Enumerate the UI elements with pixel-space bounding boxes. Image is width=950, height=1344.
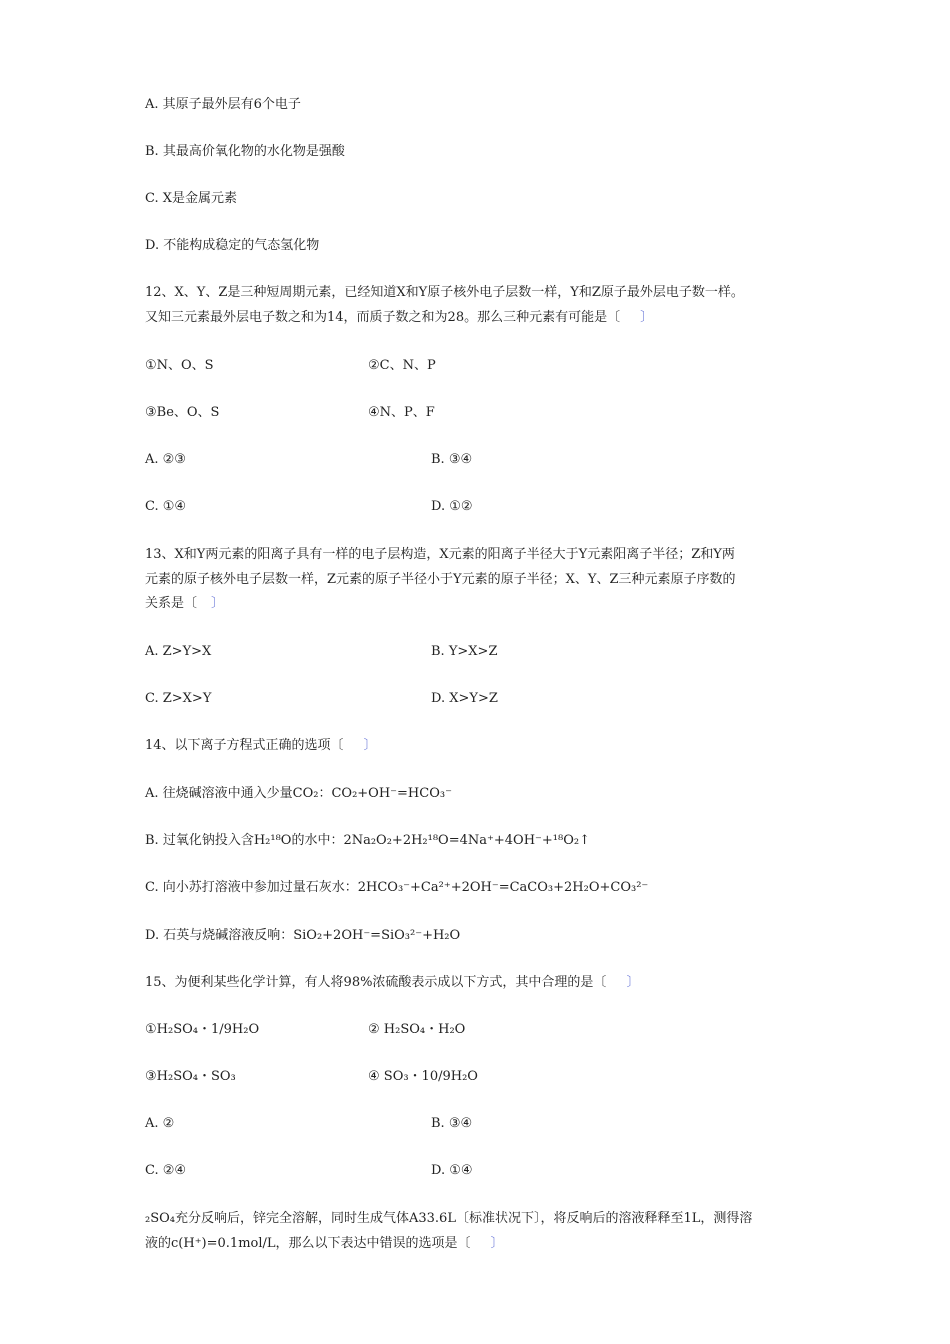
q15-item-1: ①H₂SO₄・1/9H₂O xyxy=(145,1022,260,1037)
q12-item-1: ①N、O、S xyxy=(145,358,214,373)
q15-option-d: D. ①④ xyxy=(431,1163,473,1178)
q11-option-b: B. 其最高价氧化物的水化物是强酸 xyxy=(145,144,345,159)
q15-stem-text: 15、为便利某些化学计算，有人将98%浓硫酸表示成以下方式，其中合理的是〔 xyxy=(145,975,607,990)
q16-stem-text: 液的c(H⁺)=0.1mol/L，那么以下表达中错误的选项是〔 xyxy=(145,1236,471,1251)
q13-option-d: D. X>Y>Z xyxy=(431,691,498,706)
q15-item-3: ③H₂SO₄・SO₃ xyxy=(145,1069,236,1084)
q13-option-c: C. Z>X>Y xyxy=(145,691,212,706)
q16-stem-line2 xyxy=(145,1234,504,1254)
q13-option-a: A. Z>Y>X xyxy=(145,644,212,659)
q13-option-b: B. Y>X>Z xyxy=(431,644,498,659)
q14-stem xyxy=(145,736,377,756)
q12-option-c: C. ①④ xyxy=(145,499,187,514)
q14-stem-text: 14、以下离子方程式正确的选项〔 xyxy=(145,738,344,753)
q12-item-3: ③Be、O、S xyxy=(145,405,220,420)
q15-item-2: ② H₂SO₄・H₂O xyxy=(368,1022,466,1037)
q14-paren-close: 〕 xyxy=(363,738,377,753)
q16-stem-line1: ₂SO₄充分反响后，锌完全溶解，同时生成气体A33.6L〔标准状况下〕，将反响后的溶液释释至1L，测得溶 xyxy=(145,1211,753,1226)
q12-option-b: B. ③④ xyxy=(431,452,473,467)
q12-option-d: D. ①② xyxy=(431,499,473,514)
q12-stem-line2 xyxy=(145,308,653,328)
q13-stem-line1: 13、X和Y两元素的阳离子具有一样的电子层构造，X元素的阳离子半径大于Y元素阳离子半径；Z和Y两 xyxy=(145,547,735,562)
q14-option-b: B. 过氧化钠投入含H₂¹⁸O的水中：2Na₂O₂+2H₂¹⁸O=4Na⁺+4OH⁻+¹⁸O₂↑ xyxy=(145,833,590,848)
q12-stem-line1: 12、X、Y、Z是三种短周期元素，已经知道X和Y原子核外电子层数一样，Y和Z原子最外层电子数一样。 xyxy=(145,285,744,300)
q16-paren-close: 〕 xyxy=(490,1236,504,1251)
q12-stem-text: 又知三元素最外层电子数之和为14，而质子数之和为28。那么三种元素有可能是〔 xyxy=(145,310,621,325)
q13-stem-text: 关系是〔 xyxy=(145,596,198,611)
q11-option-a: A. 其原子最外层有6个电子 xyxy=(145,97,301,112)
q15-option-c: C. ②④ xyxy=(145,1163,187,1178)
q13-stem-line2: 元素的原子核外电子层数一样，Z元素的原子半径小于Y元素的原子半径；X、Y、Z三种元素原子序数的 xyxy=(145,572,736,587)
q15-stem xyxy=(145,973,639,993)
q14-option-a: A. 往烧碱溶液中通入少量CO₂：CO₂+OH⁻=HCO₃⁻ xyxy=(145,786,452,801)
q11-option-c: C. X是金属元素 xyxy=(145,191,238,206)
q13-stem-line3 xyxy=(145,594,224,614)
q11-option-d: D. 不能构成稳定的气态氢化物 xyxy=(145,238,320,253)
q15-item-4: ④ SO₃・10/9H₂O xyxy=(368,1069,478,1084)
q12-item-2: ②C、N、P xyxy=(368,358,436,373)
q15-paren-close: 〕 xyxy=(626,975,640,990)
q12-option-a: A. ②③ xyxy=(145,452,186,467)
q14-option-c: C. 向小苏打溶液中参加过量石灰水：2HCO₃⁻+Ca²⁺+2OH⁻=CaCO₃+2H₂O+CO₃²⁻ xyxy=(145,880,649,895)
q15-option-a: A. ② xyxy=(145,1116,175,1131)
q15-option-b: B. ③④ xyxy=(431,1116,473,1131)
q13-paren-close: 〕 xyxy=(211,596,225,611)
q12-paren-close: 〕 xyxy=(640,310,654,325)
q14-option-d: D. 石英与烧碱溶液反响：SiO₂+2OH⁻=SiO₃²⁻+H₂O xyxy=(145,928,461,943)
q12-item-4: ④N、P、F xyxy=(368,405,435,420)
